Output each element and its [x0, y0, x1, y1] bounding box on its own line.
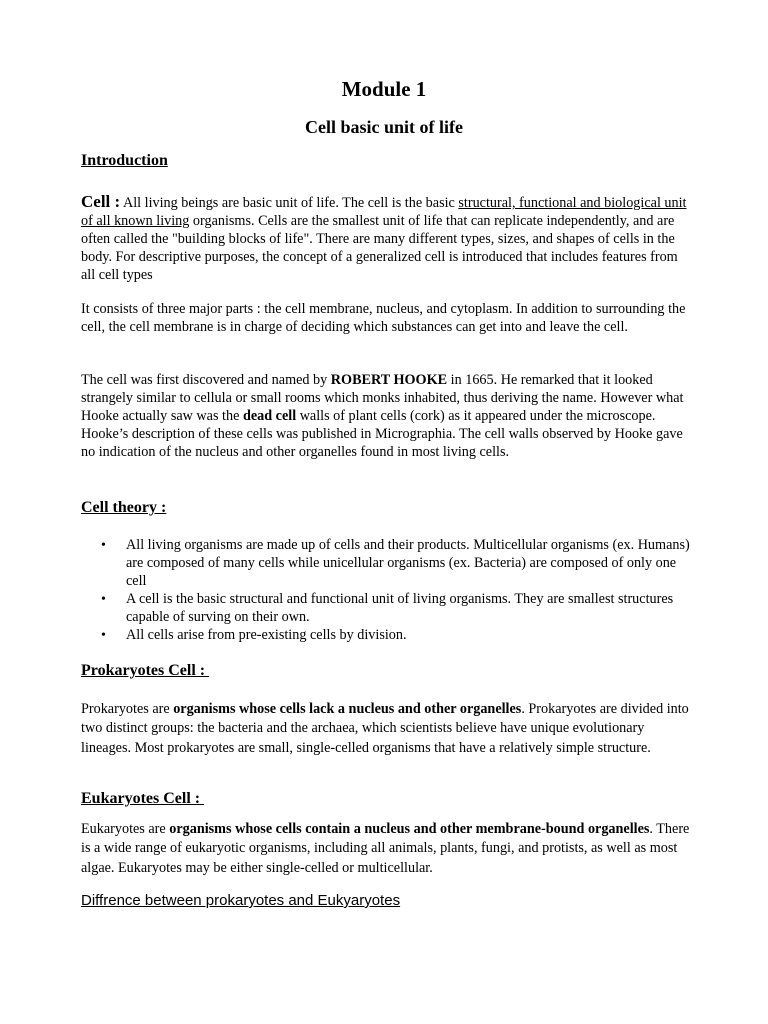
intro-p1-text-a: All living beings are basic unit of life. The cell is the basic	[120, 195, 459, 211]
eukaryotes-paragraph	[81, 820, 691, 878]
intro-paragraph-1	[81, 193, 691, 285]
intro-p3-text-a: The cell was first discovered and named by	[81, 372, 331, 388]
page-title: Module 1	[341, 77, 427, 101]
cell-label: Cell :	[81, 192, 121, 211]
list-item	[81, 537, 691, 591]
difference-heading: Diffrence between prokaryotes and Eukyaryotes	[81, 892, 401, 909]
intro-p3-text-d: walls of plant cells (cork) as it appeared under the microscope. Hooke’s description of these cells was published in Micrographia. The cell walls observed by Hooke gave no indication of the nucleus and other organelles found in most living cells.	[81, 407, 683, 460]
prokaryotes-heading: Prokaryotes Cell :	[81, 662, 210, 679]
list-item	[81, 627, 691, 645]
bullet-icon: •	[101, 538, 106, 553]
intro-paragraph-3	[81, 372, 691, 462]
prokaryotes-text-a: Prokaryotes are	[81, 701, 174, 717]
bullet-icon: •	[101, 591, 106, 607]
robert-hooke-bold: ROBERT HOOKE	[330, 372, 448, 388]
list-item-text: All cells arise from pre-existing cells by division.	[126, 626, 407, 643]
intro-paragraph-2: It consists of three major parts : the cell membrane, nucleus, and cytoplasm. In addition to surrounding the cell, the cell membrane is in charge of deciding which substances can get into and leave the cell.	[81, 301, 686, 335]
eukaryotes-definition-bold: organisms whose cells contain a nucleus and other membrane-bound organelles	[169, 821, 650, 837]
prokaryotes-definition-bold: organisms whose cells lack a nucleus and other organelles	[173, 701, 522, 717]
eukaryotes-heading: Eukaryotes Cell :	[81, 790, 205, 807]
introduction-heading: Introduction	[81, 152, 168, 169]
cell-theory-heading: Cell theory :	[81, 499, 167, 516]
dead-cell-bold: dead cell	[242, 407, 297, 424]
list-item-text: A cell is the basic structural and functional unit of living organisms. They are smallest structures capable of surving on their own.	[126, 590, 674, 625]
list-item-text: All living organisms are made up of cells and their products. Multicellular organisms (ex. Humans) are composed of many cells while unicellular organisms (ex. Bacteria) are composed of only one cell	[126, 537, 690, 589]
list-item	[81, 591, 691, 627]
eukaryotes-text-a: Eukaryotes are	[81, 821, 170, 837]
cell-theory-list	[81, 537, 691, 644]
eukaryotes-text-c: . There is a wide range of eukaryotic organisms, including all animals, plants, fungi, and protists, as well as most algae. Eukaryotes may be either single-celled or multicellular.	[81, 821, 690, 876]
intro-p1-underlined: structural, functional and biological unit of all known living	[81, 195, 687, 229]
prokaryotes-paragraph	[81, 700, 691, 758]
prokaryotes-text-c: . Prokaryotes are divided into two distinct groups: the bacteria and the archaea, which scientists believe have unique evolutionary lineages. Most prokaryotes are small, single-celled organisms that have a relatively simple structure.	[81, 701, 689, 756]
page-subtitle: Cell basic unit of life	[305, 117, 463, 137]
intro-p1-text-b: organisms. Cells are the smallest unit of life that can replicate independently, and are often called the "building blocks of life". There are many different types, sizes, and shapes of cells in the body. For descriptive purposes, the concept of a generalized cell is introduced that includes features from all cell types	[81, 212, 678, 283]
bullet-icon: •	[101, 627, 106, 643]
intro-p3-text-c: in 1665. He remarked that it looked strangely similar to cellula or small rooms which monks inhabited, thus deriving the name. However what Hooke actually saw was the	[81, 372, 684, 424]
